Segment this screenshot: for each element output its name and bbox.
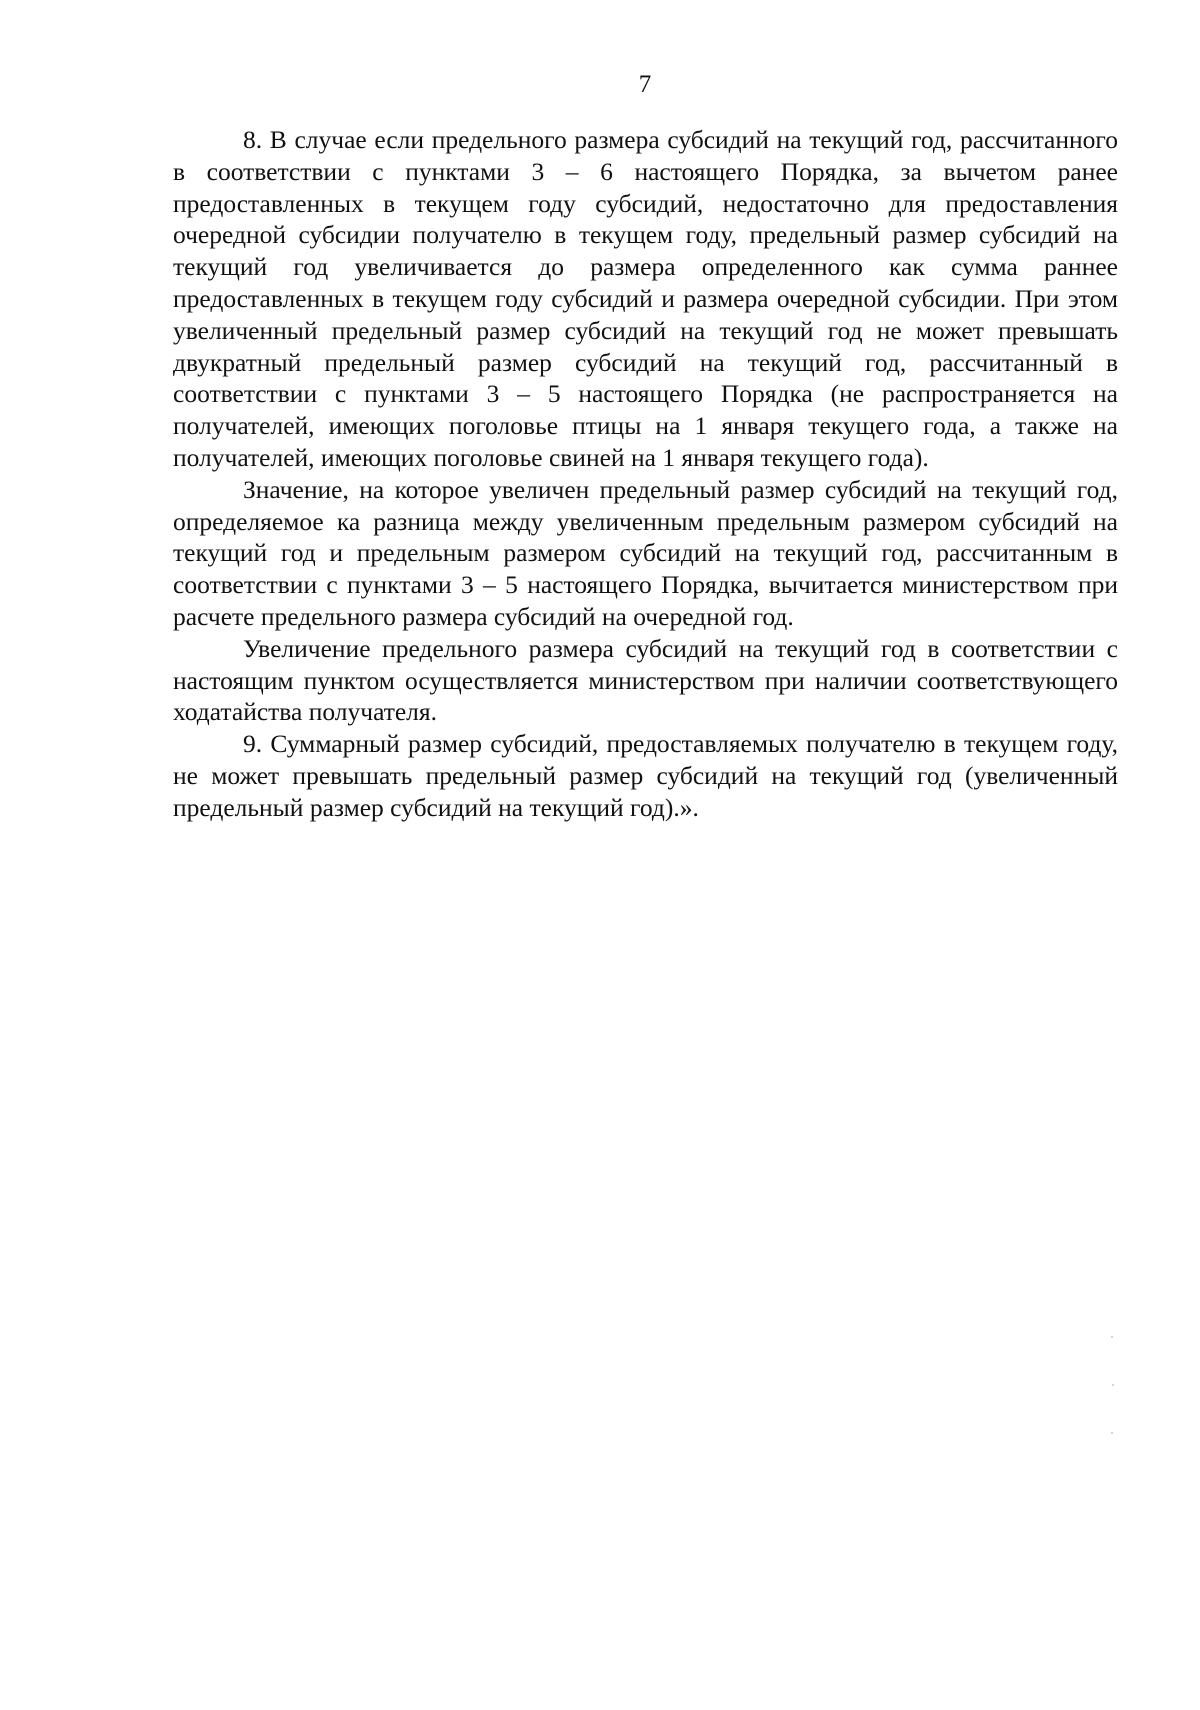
page-number: 7: [638, 71, 652, 98]
paragraph-item-8: 8. В случае если предельного размера субсидий на текущий год, рассчитанного в соответствии с пунктами 3 – 6 настоящего Порядка, за вычетом ранее предоставленных в текущем году субсидий, недостаточно для предоставления очередной субсидии получателю в текущем году, предельный размер субсидий на текущий год увеличивается до размера определенного как сумма раннее предоставленных в текущем году субсидий и размера очередной субсидии. При этом увеличенный предельный размер субсидий на текущий год не может превышать двукратный предельный размер субсидий на текущий год, рассчитанный в соответствии с пунктами 3 – 5 настоящего Порядка (не распространяется на получателей, имеющих поголовье птицы на 1 января текущего года, а также на получателей, имеющих поголовье свиней на 1 января текущего года).: [173, 125, 1118, 472]
paragraph-increase-value: Значение, на которое увеличен предельный размер субсидий на текущий год, определяемое ка разница между увеличенным предельным размером субсидий на текущий год и предельным размером субсидий на текущий год, рассчитанным в соответствии с пунктами 3 – 5 настоящего Порядка, вычитается министерством при расчете предельного размера субсидий на очередной год.: [173, 474, 1118, 631]
scan-speck: [1111, 1432, 1113, 1434]
scan-speck: [1112, 1384, 1114, 1386]
paragraph-item-9: 9. Суммарный размер субсидий, предоставляемых получателю в текущем году, не может превышать предельный размер субсидий на текущий год (увеличенный предельный размер субсидий на текущий год).».: [173, 729, 1118, 822]
paragraph-increase-condition: Увеличение предельного размера субсидий на текущий год в соответствии с настоящим пунктом осуществляется министерством при наличии соответствующего ходатайства получателя.: [173, 633, 1118, 727]
scan-speck: [1111, 1336, 1113, 1338]
document-body: [173, 124, 1118, 824]
